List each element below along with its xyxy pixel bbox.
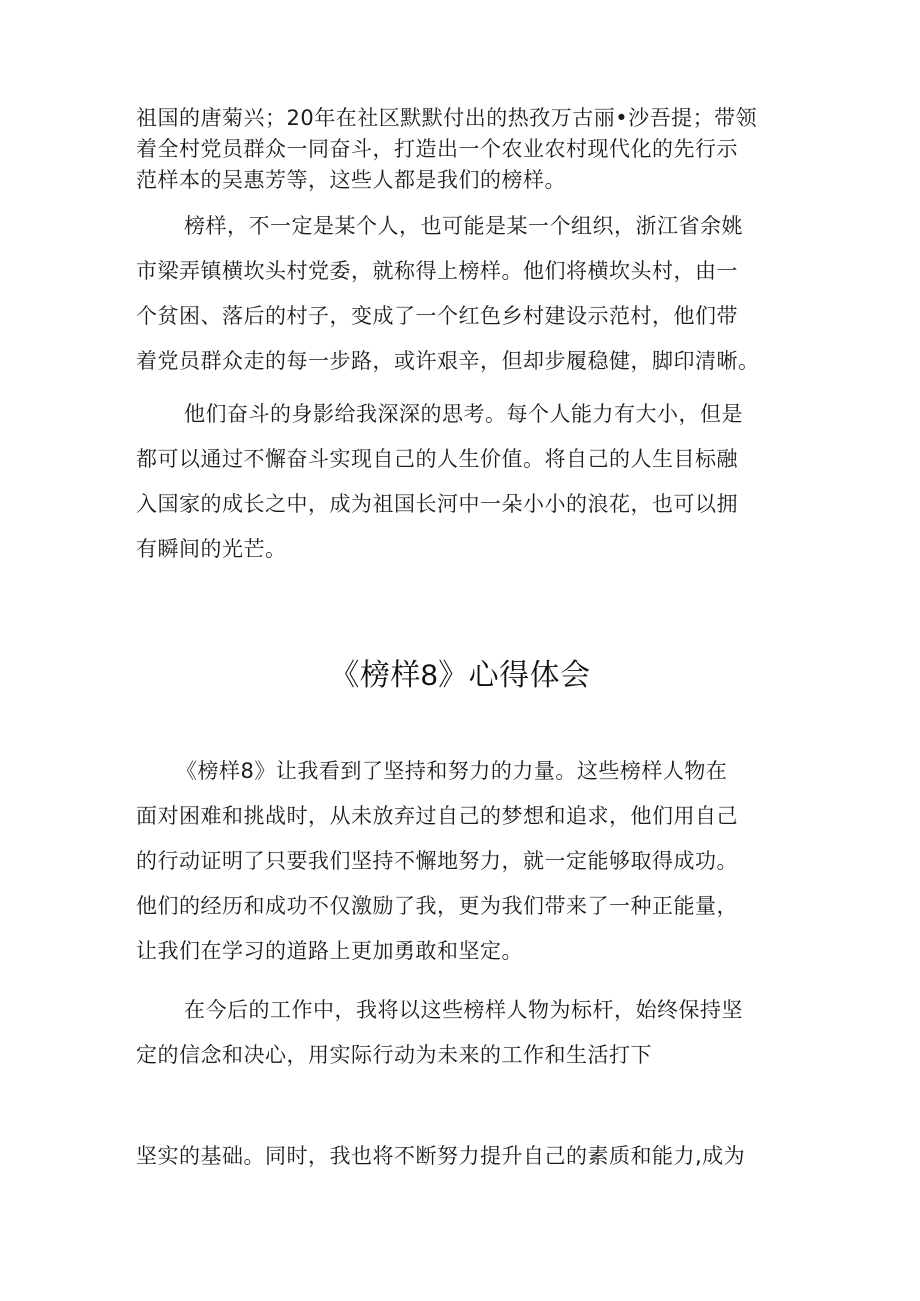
- paragraph-line: 在今后的工作中，我将以这些榜样人物为标杆，始终保持坚: [184, 998, 743, 1022]
- paragraph-line: 让我们在学习的道路上更加勇敢和坚定。: [136, 939, 523, 963]
- paragraph-line: 面对困难和挑战时，从未放弃过自己的梦想和追求，他们用自己: [136, 804, 738, 828]
- paragraph-line: 入国家的成长之中，成为祖国长河中一朵小小的浪花，也可以拥: [136, 492, 738, 516]
- paragraph-line: 着全村党员群众一同奋斗，打造出一个农业农村现代化的先行示: [136, 137, 738, 161]
- paragraph-line: 榜样，不一定是某个人，也可能是某一个组织，浙江省余姚: [184, 214, 743, 238]
- section-title: 《榜样8》心得体会: [329, 659, 591, 692]
- paragraph-line: 《榜样8》让我看到了坚持和努力的力量。这些榜样人物在: [176, 759, 728, 783]
- paragraph-line: 市梁弄镇横坎头村党委，就称得上榜样。他们将横坎头村，由一: [136, 259, 738, 283]
- paragraph-line: 定的信念和决心，用实际行动为未来的工作和生活打下: [136, 1043, 652, 1067]
- paragraph-line: 范样本的吴惠芳等，这些人都是我们的榜样。: [136, 168, 566, 192]
- paragraph-line: 的行动证明了只要我们坚持不懈地努力，就一定能够取得成功。: [136, 849, 738, 873]
- paragraph-line: 坚实的基础。同时，我也将不断努力提升自己的素质和能力,成为: [136, 1144, 746, 1168]
- paragraph-line: 祖国的唐菊兴；20年在社区默默付出的热孜万古丽•沙吾提；带领: [136, 106, 758, 130]
- paragraph-line: 有瞬间的光芒。: [136, 537, 287, 561]
- paragraph-line: 都可以通过不懈奋斗实现自己的人生价值。将自己的人生目标融: [136, 447, 738, 471]
- paragraph-line: 着党员群众走的每一步路，或许艰辛，但却步履稳健，脚印清晰。: [136, 349, 760, 373]
- paragraph-line: 他们奋斗的身影给我深深的思考。每个人能力有大小，但是: [184, 402, 743, 426]
- paragraph-line: 他们的经历和成功不仅激励了我，更为我们带来了一种正能量，: [136, 894, 738, 918]
- paragraph-line: 个贫困、落后的村子，变成了一个红色乡村建设示范村，他们带: [136, 304, 738, 328]
